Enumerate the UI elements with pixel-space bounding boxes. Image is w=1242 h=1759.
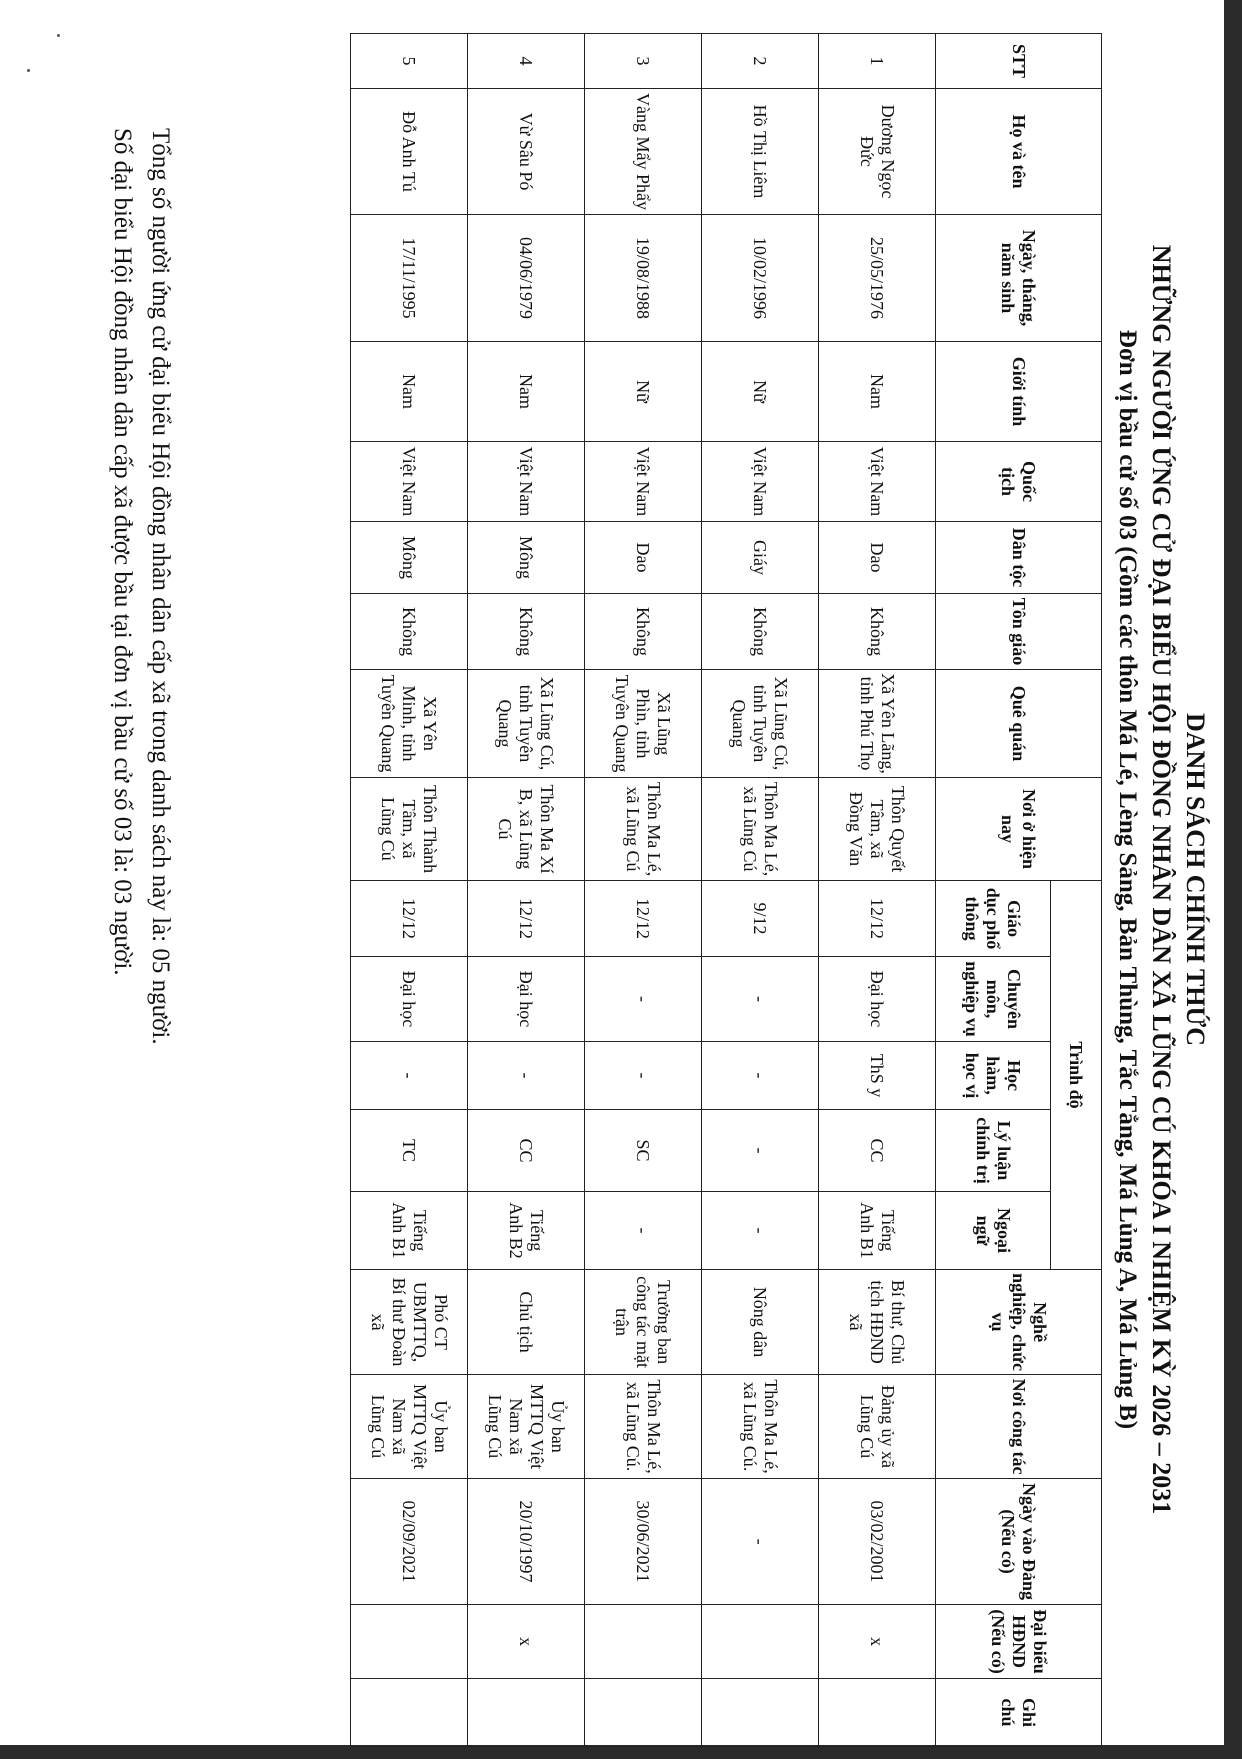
cell-ngay-sinh: 17/11/1995 — [351, 215, 468, 342]
cell-ngay-vao-dang: 02/09/2021 — [351, 1479, 468, 1605]
cell-stt: 1 — [819, 34, 936, 89]
cell-ghi-chu — [468, 1679, 585, 1747]
cell-gioi-tinh: Nữ — [702, 342, 819, 442]
table-row — [585, 34, 702, 1747]
cell-nghe-nghiep: Trưởng ban công tác mặt trận — [585, 1270, 702, 1375]
cell-gioi-tinh: Nam — [819, 342, 936, 442]
cell-stt: 2 — [702, 34, 819, 89]
candidate-table-wrapper — [350, 33, 1102, 1745]
cell-hoc-ham: - — [585, 1042, 702, 1110]
cell-ngay-vao-dang: - — [702, 1479, 819, 1605]
header-dan-toc: Dân tộc — [936, 522, 1102, 594]
header-ngay-vao-dang: Ngày vào Đảng (Nếu có) — [936, 1479, 1102, 1605]
table-row — [468, 34, 585, 1747]
cell-nghe-nghiep: Chủ tịch — [468, 1270, 585, 1375]
cell-ngoai-ngu: Tiếng Anh B1 — [819, 1192, 936, 1270]
cell-noi-cong-tac: Thôn Ma Lé, xã Lũng Cú. — [702, 1375, 819, 1479]
cell-chuyen-mon: Đại học — [468, 957, 585, 1042]
table-row — [351, 34, 468, 1747]
cell-stt: 5 — [351, 34, 468, 89]
cell-ngay-sinh: 04/06/1979 — [468, 215, 585, 342]
cell-chuyen-mon: Đại học — [819, 957, 936, 1042]
table-row — [702, 34, 819, 1747]
header-hoc-ham: Học hàm, học vị — [936, 1042, 1051, 1110]
cell-noi-o: Thôn Quyết Tâm, xã Đồng Văn — [819, 778, 936, 881]
cell-ghi-chu — [819, 1679, 936, 1747]
cell-dan-toc: Mông — [468, 522, 585, 594]
cell-nghe-nghiep: Bí thư, Chủ tịch HĐND xã — [819, 1270, 936, 1375]
cell-dai-bieu-hdnd — [585, 1605, 702, 1679]
header-dai-bieu-hdnd: Đại biểu HĐND (Nếu có) — [936, 1605, 1102, 1679]
cell-noi-cong-tac: Ủy ban MTTQ Việt Nam xã Lũng Cú — [351, 1375, 468, 1479]
cell-ly-luan: CC — [468, 1110, 585, 1192]
cell-ghi-chu — [702, 1679, 819, 1747]
cell-quoc-tich: Việt Nam — [468, 442, 585, 522]
cell-chuyen-mon: - — [702, 957, 819, 1042]
cell-quoc-tich: Việt Nam — [819, 442, 936, 522]
cell-dan-toc: Giáy — [702, 522, 819, 594]
cell-ngay-vao-dang: 30/06/2021 — [585, 1479, 702, 1605]
header-nghe-nghiep: Nghề nghiệp, chức vụ — [936, 1270, 1102, 1375]
cell-que-quan: Xã Yên Minh, tỉnh Tuyên Quang — [351, 670, 468, 778]
cell-noi-o: Thôn Ma Xí B, xã Lũng Cú — [468, 778, 585, 881]
document-header — [1110, 0, 1212, 1759]
cell-ngay-sinh: 10/02/1996 — [702, 215, 819, 342]
document-subtitle: NHỮNG NGƯỜI ỨNG CỬ ĐẠI BIỂU HỘI ĐỒNG NHÂN DÂN XÃ LŨNG CÚ KHÓA I NHIỆM KỲ 2026 – 2031 — [1147, 244, 1176, 1515]
cell-noi-o: Thôn Ma Lé, xã Lũng Cú — [702, 778, 819, 881]
cell-dai-bieu-hdnd — [351, 1605, 468, 1679]
cell-ghi-chu — [585, 1679, 702, 1747]
cell-quoc-tich: Việt Nam — [585, 442, 702, 522]
cell-gioi-tinh: Nam — [351, 342, 468, 442]
cell-dan-toc: Dao — [585, 522, 702, 594]
cell-hoc-ham: - — [702, 1042, 819, 1110]
table-body — [351, 34, 936, 1747]
cell-ton-giao: Không — [351, 594, 468, 670]
cell-hoc-ham: - — [468, 1042, 585, 1110]
cell-que-quan: Xã Yên Lãng, tỉnh Phú Thọ — [819, 670, 936, 778]
cell-ton-giao: Không — [585, 594, 702, 670]
header-ghi-chu: Ghi chú — [936, 1679, 1102, 1747]
document-title: DANH SÁCH CHÍNH THỨC — [1181, 713, 1210, 1046]
cell-ton-giao: Không — [468, 594, 585, 670]
cell-noi-o: Thôn Thành Tâm, xã Lũng Cú — [351, 778, 468, 881]
cell-ho-ten: Đỗ Anh Tú — [351, 89, 468, 215]
cell-ly-luan: - — [702, 1110, 819, 1192]
cell-ngay-sinh: 25/05/1976 — [819, 215, 936, 342]
cell-ngay-vao-dang: 20/10/1997 — [468, 1479, 585, 1605]
electoral-unit-line: Đơn vị bầu cử số 03 (Gồm các thôn Má Lé, Lèng Sảng, Bản Thùng, Tắc Tẳng, Má Lủng A, Má Lủng B) — [1114, 329, 1141, 1430]
cell-dai-bieu-hdnd — [702, 1605, 819, 1679]
cell-ho-ten: Hồ Thị Liêm — [702, 89, 819, 215]
header-que-quan: Quê quán — [936, 670, 1102, 778]
cell-chuyen-mon: - — [585, 957, 702, 1042]
cell-giao-duc: 12/12 — [351, 881, 468, 957]
cell-noi-cong-tac: Thôn Ma Lé, xã Lũng Cú. — [585, 1375, 702, 1479]
cell-chuyen-mon: Đại học — [351, 957, 468, 1042]
cell-gioi-tinh: Nữ — [585, 342, 702, 442]
document-footer — [103, 128, 179, 1668]
cell-ngoai-ngu: - — [702, 1192, 819, 1270]
cell-noi-cong-tac: Ủy ban MTTQ Việt Nam xã Lũng Cú — [468, 1375, 585, 1479]
header-chuyen-mon: Chuyên môn, nghiệp vụ — [936, 957, 1051, 1042]
header-gioi-tinh: Giới tính — [936, 342, 1102, 442]
cell-gioi-tinh: Nam — [468, 342, 585, 442]
cell-dai-bieu-hdnd: x — [468, 1605, 585, 1679]
header-stt: STT — [936, 34, 1102, 89]
cell-ton-giao: Không — [702, 594, 819, 670]
cell-ho-ten: Vàng Mẩy Phẩy — [585, 89, 702, 215]
seats-to-elect-line: Số đại biểu Hội đồng nhân dân cấp xã được bầu tại đơn vị bầu cử số 03 là: 03 người. — [109, 128, 136, 976]
cell-quoc-tich: Việt Nam — [351, 442, 468, 522]
cell-ly-luan: SC — [585, 1110, 702, 1192]
cell-giao-duc: 9/12 — [702, 881, 819, 957]
cell-ton-giao: Không — [819, 594, 936, 670]
cell-ly-luan: CC — [819, 1110, 936, 1192]
cell-que-quan: Xã Lũng Phìn, tỉnh Tuyên Quang — [585, 670, 702, 778]
cell-ngoai-ngu: Tiếng Anh B1 — [351, 1192, 468, 1270]
cell-ho-ten: Vừ Sâu Pó — [468, 89, 585, 215]
cell-ly-luan: TC — [351, 1110, 468, 1192]
cell-ngoai-ngu: Tiếng Anh B2 — [468, 1192, 585, 1270]
cell-dan-toc: Mông — [351, 522, 468, 594]
candidate-table — [350, 33, 1102, 1747]
header-ho-ten: Họ và tên — [936, 89, 1102, 215]
cell-stt: 3 — [585, 34, 702, 89]
cell-hoc-ham: ThS y — [819, 1042, 936, 1110]
header-trinh-do: Trình độ — [1051, 881, 1102, 1270]
cell-dan-toc: Dao — [819, 522, 936, 594]
cell-ngay-vao-dang: 03/02/2001 — [819, 1479, 936, 1605]
cell-giao-duc: 12/12 — [585, 881, 702, 957]
cell-ho-ten: Dương Ngọc Đức — [819, 89, 936, 215]
header-ly-luan: Lý luận chính trị — [936, 1110, 1051, 1192]
cell-giao-duc: 12/12 — [468, 881, 585, 957]
header-ngay-sinh: Ngày, tháng, năm sinh — [936, 215, 1102, 342]
cell-hoc-ham: - — [351, 1042, 468, 1110]
cell-stt: 4 — [468, 34, 585, 89]
cell-nghe-nghiep: Nông dân — [702, 1270, 819, 1375]
cell-ngoai-ngu: - — [585, 1192, 702, 1270]
cell-noi-cong-tac: Đảng ủy xã Lũng Cú — [819, 1375, 936, 1479]
header-quoc-tich: Quốc tịch — [936, 442, 1102, 522]
cell-nghe-nghiep: Phó CT UBMTTQ, Bí thư Đoàn xã — [351, 1270, 468, 1375]
cell-que-quan: Xã Lũng Cú, tỉnh Tuyên Quang — [702, 670, 819, 778]
table-row — [819, 34, 936, 1747]
cell-ghi-chu — [351, 1679, 468, 1747]
header-noi-o: Nơi ở hiện nay — [936, 778, 1102, 881]
header-noi-cong-tac: Nơi công tác — [936, 1375, 1102, 1479]
header-ton-giao: Tôn giáo — [936, 594, 1102, 670]
table-header-row — [1051, 34, 1102, 1747]
header-giao-duc: Giáo dục phổ thông — [936, 881, 1051, 957]
cell-dai-bieu-hdnd: x — [819, 1605, 936, 1679]
cell-giao-duc: 12/12 — [819, 881, 936, 957]
header-ngoai-ngu: Ngoại ngữ — [936, 1192, 1051, 1270]
cell-quoc-tich: Việt Nam — [702, 442, 819, 522]
cell-ngay-sinh: 19/08/1988 — [585, 215, 702, 342]
cell-noi-o: Thôn Ma Lé, xã Lũng Cú — [585, 778, 702, 881]
total-candidates-line: Tổng số người ứng cử đại biểu Hội đồng nhân dân cấp xã trong danh sách này là: 05 người. — [147, 128, 174, 1045]
cell-que-quan: Xã Lũng Cú, tỉnh Tuyên Quang — [468, 670, 585, 778]
